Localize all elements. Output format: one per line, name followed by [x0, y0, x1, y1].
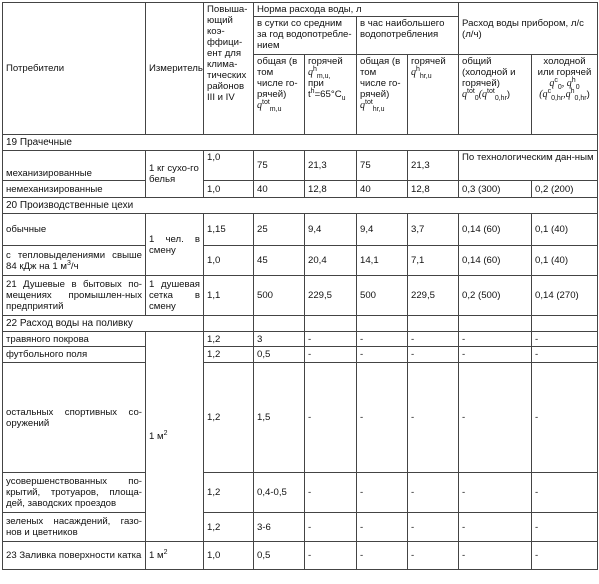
header-device-total-paren-sub: 0,hr — [494, 94, 507, 102]
row-nonmech-name: немеханизированные — [3, 181, 146, 198]
row-green-v3: - — [357, 513, 408, 542]
row-nonmech-v3: 40 — [357, 181, 408, 198]
header-device-total-paren: (q — [478, 89, 488, 100]
row-grass-v6: - — [532, 332, 598, 347]
header-day-hot-temp: =65°C — [314, 89, 342, 100]
row-improved-v5: - — [459, 473, 532, 513]
row-mechanized-name: механизированные — [3, 151, 146, 181]
row-usual-v4: 3,7 — [408, 214, 459, 246]
header-day-hot-symbol: q — [308, 67, 313, 78]
row-football-v6: - — [532, 347, 598, 363]
row-nonmech-coef: 1,0 — [204, 181, 254, 198]
row-rink-v5: - — [459, 542, 532, 570]
row-football-v1: 0,5 — [254, 347, 305, 363]
header-device-cold-p1-sub: 0,hr — [551, 94, 564, 102]
header-device-total-symbol: q — [462, 89, 467, 100]
row-improved-v1: 0,4-0,5 — [254, 473, 305, 513]
row-green-v1: 3-6 — [254, 513, 305, 542]
header-device-total-paren-sup: tot — [487, 87, 495, 95]
row-football-coef: 1,2 — [204, 347, 254, 363]
row-sport-v2: - — [305, 363, 357, 473]
row-sport-coef: 1,2 — [204, 363, 254, 473]
row-mechanized-v4: 21,3 — [408, 151, 459, 181]
header-device-total-sub: 0 — [474, 94, 479, 102]
row-showers-v1: 500 — [254, 276, 305, 316]
row-football-name: футбольного поля — [3, 347, 146, 363]
row-sport-v6: - — [532, 363, 598, 473]
header-device-total-sup: tot — [467, 87, 475, 95]
header-hour-total — [357, 55, 408, 135]
row-sport-v3: - — [357, 363, 408, 473]
header-day-hot-cond: при t — [308, 78, 324, 100]
header-day-hot-sub: m,u, — [316, 72, 331, 80]
header-device-cold-symbol1: q — [549, 78, 555, 89]
header-device-cold-p2-sup: h — [570, 87, 575, 95]
section-watering-blank-5 — [305, 316, 357, 332]
header-day-hot-text: горячей — [308, 56, 343, 67]
header-hour-total-text: общая (в том числе го-рячей) — [360, 56, 401, 100]
row-mechanized-v3: 75 — [357, 151, 408, 181]
watering-meter-sup: 2 — [163, 429, 168, 437]
row-green-v5: - — [459, 513, 532, 542]
row-nonmech-v6: 0,2 (200) — [532, 181, 598, 198]
header-hour-hot-sup: h — [416, 65, 420, 73]
row-improved-v4: - — [408, 473, 459, 513]
row-rink-coef: 1,0 — [204, 542, 254, 570]
row-football-v2: - — [305, 347, 357, 363]
row-grass-v3: - — [357, 332, 408, 347]
row-mechanized-meter: 1 кг сухо-го белья — [146, 151, 204, 198]
row-heat-v2: 20,4 — [305, 246, 357, 276]
row-rink-v4: - — [408, 542, 459, 570]
row-usual-v2: 9,4 — [305, 214, 357, 246]
row-nonmech-v4: 12,8 — [408, 181, 459, 198]
section-watering-blank-9 — [532, 316, 598, 332]
row-green-coef: 1,2 — [204, 513, 254, 542]
row-rink-meter-sup: 2 — [163, 548, 168, 556]
row-usual-v1: 25 — [254, 214, 305, 246]
row-sport-name: остальных спортивных со-оружений — [3, 363, 146, 473]
row-nonmech-v5: 0,3 (300) — [459, 181, 532, 198]
header-hour-total-symbol: q — [360, 100, 365, 111]
header-hour-hot-sub: hr,u — [419, 72, 432, 80]
section-watering-blank-4 — [254, 316, 305, 332]
row-heat-v6: 0,1 (40) — [532, 246, 598, 276]
row-heat-v1: 45 — [254, 246, 305, 276]
row-showers-v6: 0,14 (270) — [532, 276, 598, 316]
header-device-cold-sup2: h — [571, 76, 576, 84]
row-showers-v4: 229,5 — [408, 276, 459, 316]
header-consumers: Потребители — [3, 3, 146, 135]
header-device-cold-hot — [532, 55, 598, 135]
row-usual-meter: 1 чел. в смену — [146, 214, 204, 276]
row-green-name: зеленых насаждений, газо-нов и цветников — [3, 513, 146, 542]
section-production-shops: 20 Производственные цехи — [3, 198, 598, 214]
row-football-v5: - — [459, 347, 532, 363]
row-showers-meter: 1 душевая сетка в смену — [146, 276, 204, 316]
watering-meter — [146, 332, 204, 542]
header-device-cold-p2-sub: 0,hr — [574, 94, 587, 102]
header-hour-hot-text: горячей — [411, 56, 446, 67]
header-day-total-sup: tot — [262, 98, 270, 106]
header-hour-total-sup: tot — [365, 98, 373, 106]
row-grass-name: травяного покрова — [3, 332, 146, 347]
header-device-cold-sup1: c — [554, 76, 558, 84]
row-rink-meter — [146, 542, 204, 570]
section-watering-blank-7 — [408, 316, 459, 332]
row-rink-v1: 0,5 — [254, 542, 305, 570]
section-watering-blank-6 — [357, 316, 408, 332]
row-nonmech-v1: 40 — [254, 181, 305, 198]
header-device-cold-p2: ,q — [563, 89, 571, 100]
water-norms-table — [2, 2, 598, 570]
header-norm: Норма расхода воды, л — [254, 3, 459, 17]
row-usual-v5: 0,14 (60) — [459, 214, 532, 246]
row-sport-v5: - — [459, 363, 532, 473]
row-usual-v6: 0,1 (40) — [532, 214, 598, 246]
row-showers-v5: 0,2 (500) — [459, 276, 532, 316]
row-football-v3: - — [357, 347, 408, 363]
header-device-total-close: ) — [506, 89, 511, 100]
row-sport-v1: 1,5 — [254, 363, 305, 473]
row-rink-v6: - — [532, 542, 598, 570]
section-watering-blank-8 — [459, 316, 532, 332]
row-grass-v4: - — [408, 332, 459, 347]
row-rink-v2: - — [305, 542, 357, 570]
row-improved-v3: - — [357, 473, 408, 513]
row-improved-name: усовершенствованных по-крытий, тротуаров, площа-дей, заводских проездов — [3, 473, 146, 513]
header-day-total — [254, 55, 305, 135]
row-grass-v1: 3 — [254, 332, 305, 347]
header-hour-hot-symbol: q — [411, 67, 416, 78]
row-grass-v5: - — [459, 332, 532, 347]
header-meter: Измеритель — [146, 3, 204, 135]
section-laundries: 19 Прачечные — [3, 135, 598, 151]
row-heat-v4: 7,1 — [408, 246, 459, 276]
row-mechanized-v1: 75 — [254, 151, 305, 181]
row-heat-name-tail: /ч — [70, 260, 79, 272]
row-heat-name-text: с тепловыделениями свыше 84 кДж на 1 м — [6, 249, 142, 272]
row-sport-v4: - — [408, 363, 459, 473]
row-nonmech-v2: 12,8 — [305, 181, 357, 198]
row-improved-v6: - — [532, 473, 598, 513]
header-hour-hot — [408, 55, 459, 135]
header-day-hot-sup: h — [313, 65, 317, 73]
row-rink-v3: - — [357, 542, 408, 570]
row-heat-v5: 0,14 (60) — [459, 246, 532, 276]
section-watering-blank-3 — [204, 316, 254, 332]
row-heat-name — [3, 246, 146, 276]
header-device-cold-p1-sup: c — [547, 87, 552, 95]
header-day-total-symbol: q — [257, 100, 262, 111]
section-watering: 22 Расход воды на поливку — [3, 316, 204, 332]
row-showers-coef: 1,1 — [204, 276, 254, 316]
header-hour-total-sub: hr,u — [372, 105, 385, 113]
header-device-total-text: общий (холодной и горячей) — [462, 56, 516, 89]
header-device-cold-symbol2: , q — [561, 78, 572, 89]
header-day-hot-cond-sup: h — [310, 87, 315, 95]
watering-meter-text: 1 м — [149, 431, 164, 442]
row-rink-meter-text: 1 м — [149, 550, 164, 561]
row-usual-name: обычные — [3, 214, 146, 246]
row-heat-v3: 14,1 — [357, 246, 408, 276]
row-mechanized-v2: 21,3 — [305, 151, 357, 181]
header-day-total-text: общая (в том числе го-рячей) — [257, 56, 298, 100]
row-showers-v2: 229,5 — [305, 276, 357, 316]
header-device-cold-text: холодной или горячей — [537, 56, 592, 78]
row-showers-name: 21 Душевые в бытовых по-мещениях промышлен-ных предприятий — [3, 276, 146, 316]
header-device-cold-p1: (q — [539, 89, 548, 100]
row-heat-name-sup: 3 — [67, 259, 71, 267]
row-green-v2: - — [305, 513, 357, 542]
header-coefficient: Повыша-ющий коэ-ффици-ент для клима-тических районов III и IV — [204, 3, 254, 135]
row-improved-v2: - — [305, 473, 357, 513]
row-grass-coef: 1,2 — [204, 332, 254, 347]
row-green-v6: - — [532, 513, 598, 542]
row-usual-v3: 9,4 — [357, 214, 408, 246]
header-device-total — [459, 55, 532, 135]
header-day-hot — [305, 55, 357, 135]
row-rink-name: 23 Заливка поверхности катка — [3, 542, 146, 570]
header-per-day: в сутки со средним за год водопотреблением — [254, 17, 357, 55]
row-heat-coef: 1,0 — [204, 246, 254, 276]
row-mechanized-coef: 1,0 — [204, 151, 254, 181]
row-football-v4: - — [408, 347, 459, 363]
row-green-v4: - — [408, 513, 459, 542]
header-day-hot-temp-sub: u — [341, 94, 346, 102]
row-usual-coef: 1,15 — [204, 214, 254, 246]
header-device-cold-sub1: 0 — [557, 83, 562, 91]
header-per-hour: в час наибольшего водопотребления — [357, 17, 459, 55]
row-improved-coef: 1,2 — [204, 473, 254, 513]
row-grass-v2: - — [305, 332, 357, 347]
header-day-total-sub: m,u — [269, 105, 282, 113]
header-device-cold-sub2: 0 — [575, 83, 580, 91]
header-device-cold-close: ) — [586, 89, 590, 100]
header-device-flow: Расход воды прибором, л/с (л/ч) — [459, 3, 598, 55]
row-showers-v3: 500 — [357, 276, 408, 316]
row-mechanized-tech: По технологическим дан-ным — [459, 151, 598, 181]
